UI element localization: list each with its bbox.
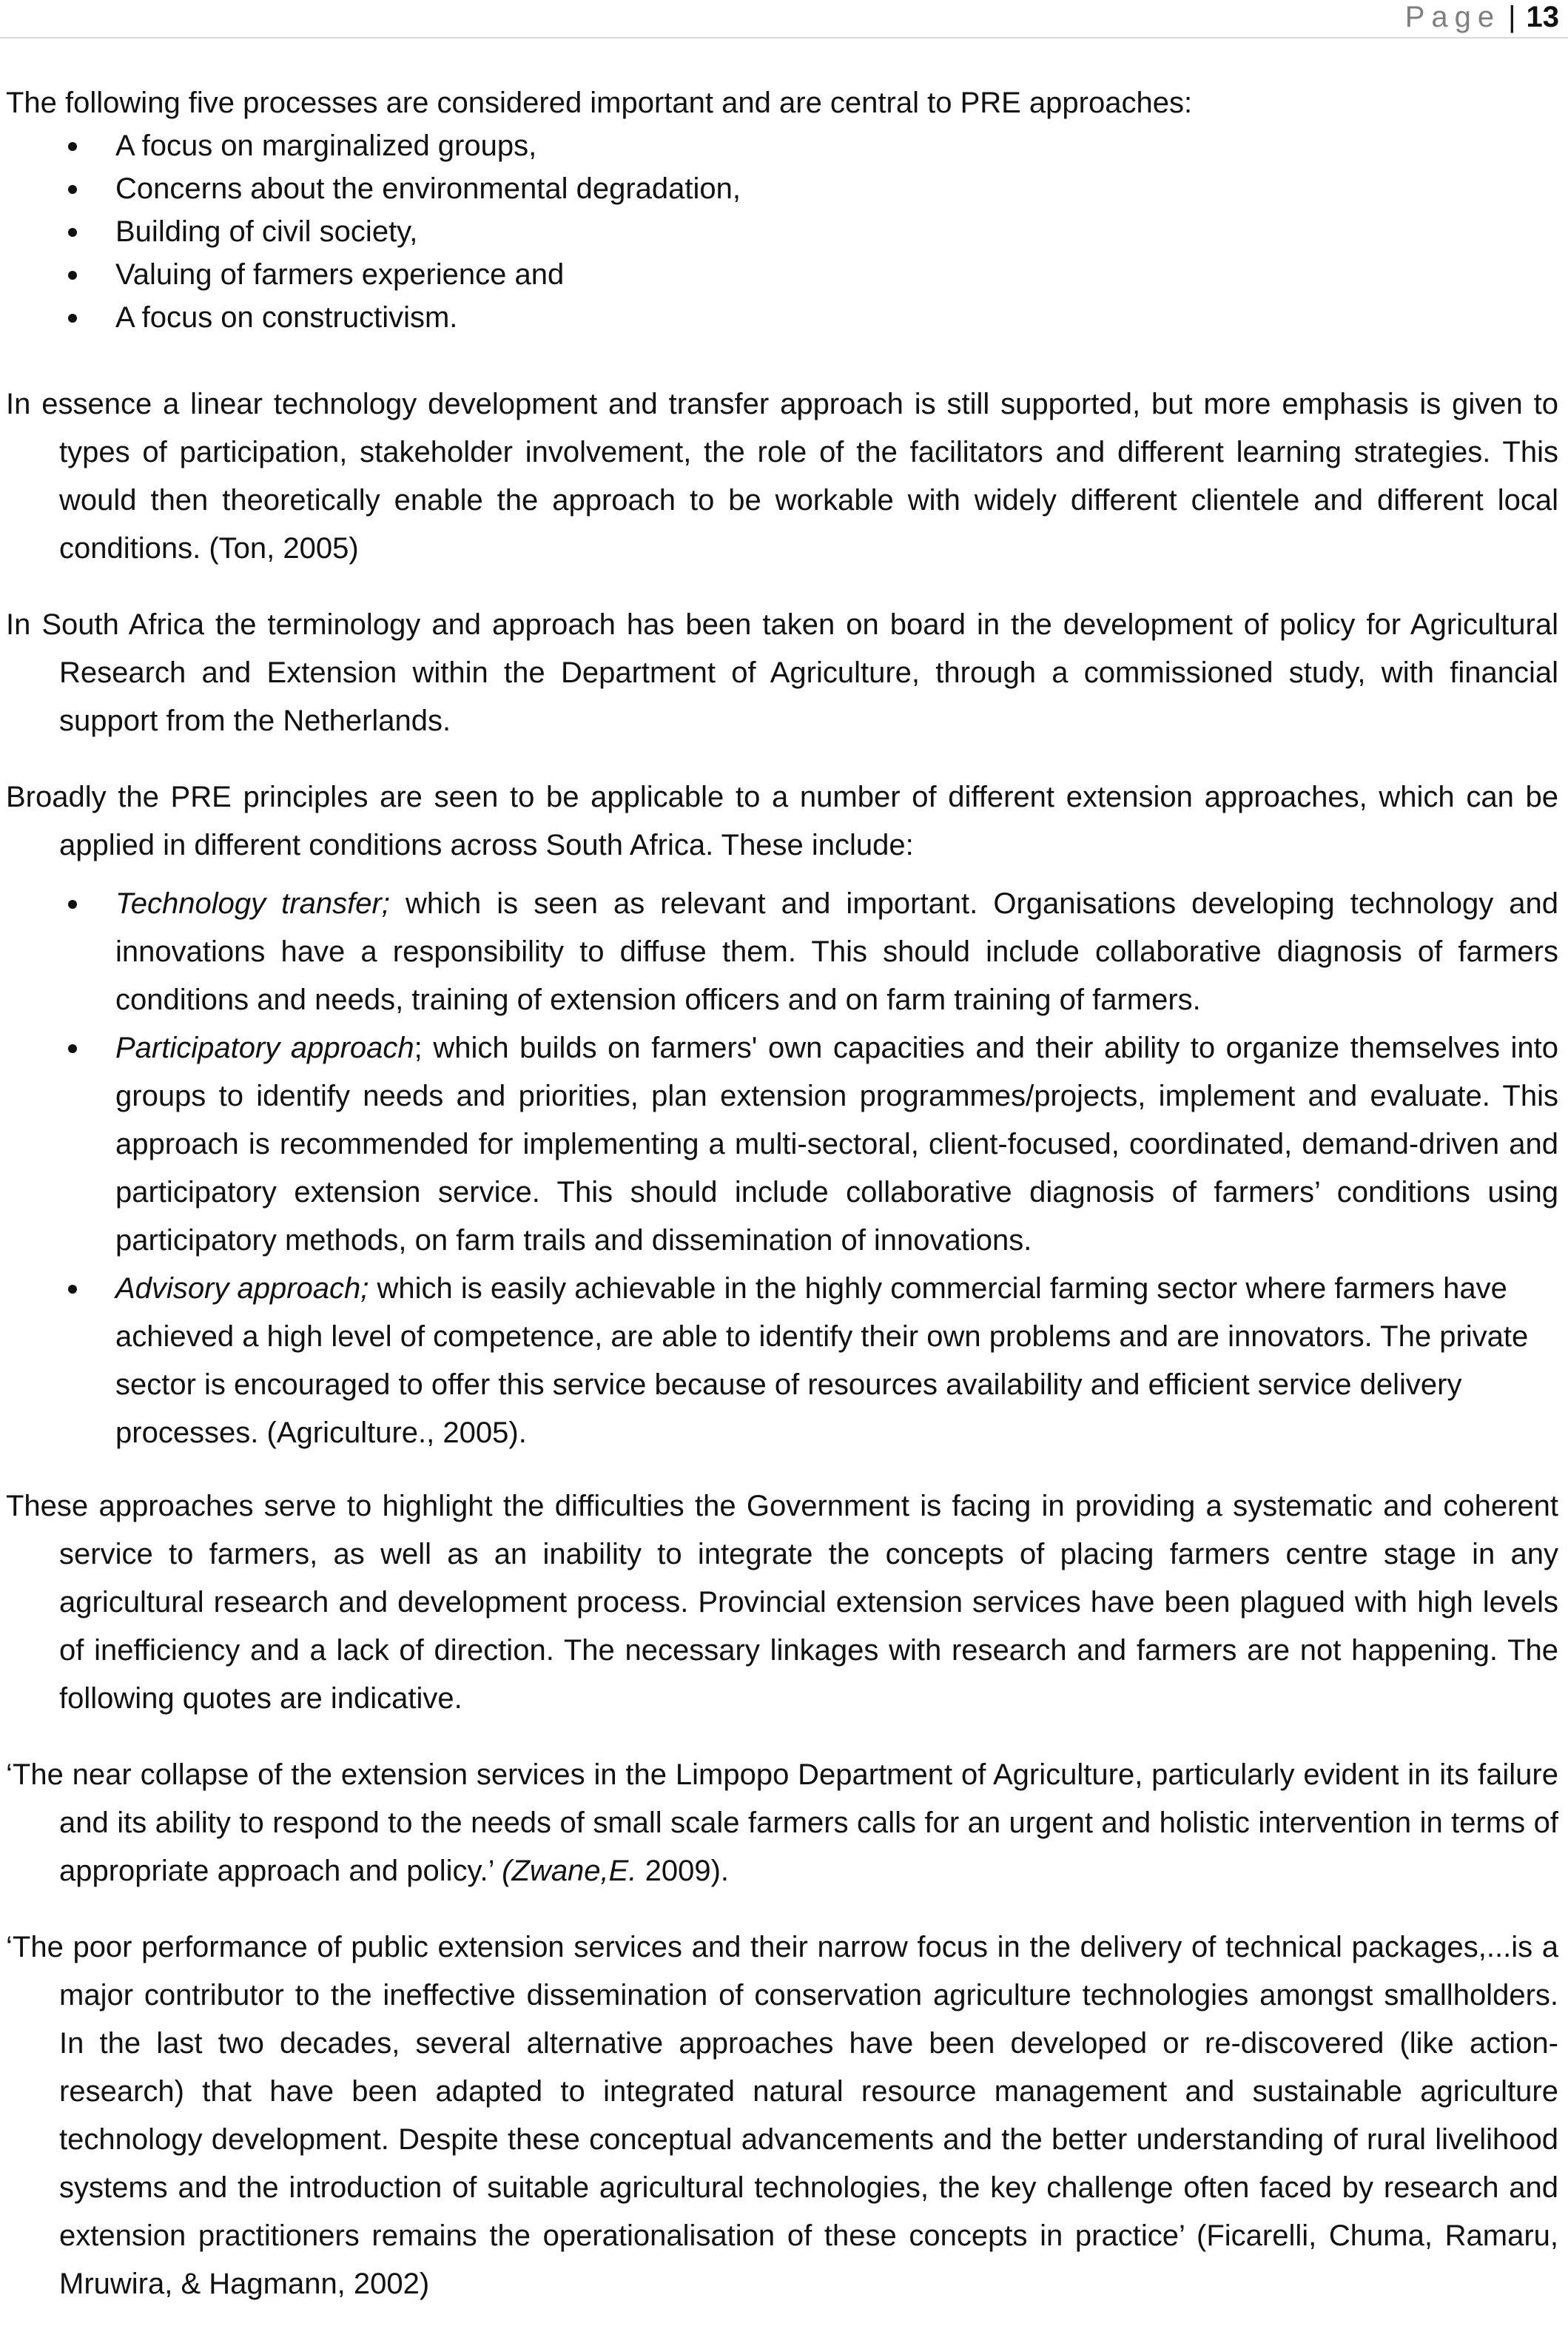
page-label: Page xyxy=(1404,0,1501,33)
list-item-technology-transfer xyxy=(6,880,1558,1024)
quote-text: ‘The near collapse of the extension services in the Limpopo Department of Agriculture, particularly evident in its failure and its ability to respond to the needs of small scale farmers calls for an urgent and holistic intervention in terms of appropriate approach and policy.’ xyxy=(6,1758,1558,1887)
quote-limpopo xyxy=(6,1751,1558,1895)
process-list xyxy=(6,124,1558,339)
list-item-advisory-approach xyxy=(6,1265,1558,1457)
quote-extension-performance: ‘The poor performance of public extension services and their narrow focus in the delivery of technical packages,...is a major contributor to the ineffective dissemination of conservation agriculture technologies amongst smallholders. In the last two decades, several alternative approaches have been developed or re-discovered (like action-research) that have been adapted to integrated natural resource management and sustainable agriculture technology development. Despite these conceptual advancements and the better understanding of rural livelihood systems and the introduction of suitable agricultural technologies, the key challenge often faced by research and extension practitioners remains the operationalisation of these concepts in practice’ (Ficarelli, Chuma, Ramaru, Mruwira, & Hagmann, 2002) xyxy=(6,1931,1558,2300)
approach-term: Participatory approach xyxy=(115,1032,414,1064)
approach-term: Advisory approach; xyxy=(115,1272,369,1305)
approach-text: which is easily achievable in the highly commercial farming sector where farmers have achieved a high level of competence, are able to identify their own problems and are innovators. The private sector is encouraged to offer this service because of resources availability and efficient service delivery processes. (Agriculture., 2005). xyxy=(115,1272,1529,1449)
list-item: Building of civil society, xyxy=(6,210,1558,253)
list-item: A focus on marginalized groups, xyxy=(6,124,1558,167)
list-item: A focus on constructivism. xyxy=(6,296,1558,339)
header-rule xyxy=(0,37,1568,38)
paragraph-linear-approach: In essence a linear technology development and transfer approach is still supported, but more emphasis is given to types of participation, stakeholder involvement, the role of the facilitators and different learning strategies. This would then theoretically enable the approach to be workable with widely different clientele and different local conditions. (Ton, 2005) xyxy=(6,388,1558,565)
list-item: Valuing of farmers experience and xyxy=(6,253,1558,296)
page-body xyxy=(6,81,1558,2308)
approach-list xyxy=(6,880,1558,1457)
approach-term: Technology transfer; xyxy=(115,887,390,920)
quote-citation: (Zwane,E. xyxy=(502,1855,637,1887)
quote-year: 2009). xyxy=(636,1855,729,1887)
paragraph-south-africa: In South Africa the terminology and approach has been taken on board in the development of policy for Agricultural Research and Extension within the Department of Agriculture, through a commissioned study, with financial support from the Netherlands. xyxy=(6,608,1558,737)
approach-text: which is seen as relevant and important. Organisations developing technology and innovations have a responsibility to diffuse them. This should include collaborative diagnosis of farmers conditions and needs, training of extension officers and on farm training of farmers. xyxy=(115,887,1558,1016)
paragraph-difficulties: These approaches serve to highlight the difficulties the Government is facing in providing a systematic and coherent service to farmers, as well as an inability to integrate the concepts of placing farmers centre stage in any agricultural research and development process. Provincial extension services have been plagued with high levels of inefficiency and a lack of direction. The necessary linkages with research and farmers are not happening. The following quotes are indicative. xyxy=(6,1490,1558,1715)
approach-text: ; which builds on farmers' own capacities and their ability to organize themselves into groups to identify needs and priorities, plan extension programmes/projects, implement and evaluate. This approach is recommended for implementing a multi-sectoral, client-focused, coordinated, demand-driven and participatory extension service. This should include collaborative diagnosis of farmers’ conditions using participatory methods, on farm trails and dissemination of innovations. xyxy=(115,1032,1559,1257)
list-item: Concerns about the environmental degradation, xyxy=(6,167,1558,210)
page-header xyxy=(1405,0,1559,34)
header-separator: | xyxy=(1508,0,1516,33)
page-number: 13 xyxy=(1526,0,1559,33)
intro-lead: The following five processes are considered important and are central to PRE approaches: xyxy=(6,87,1193,119)
list-item-participatory-approach xyxy=(6,1024,1558,1265)
paragraph-pre-principles: Broadly the PRE principles are seen to be applicable to a number of different extension approaches, which can be applied in different conditions across South Africa. These include: xyxy=(6,781,1558,861)
